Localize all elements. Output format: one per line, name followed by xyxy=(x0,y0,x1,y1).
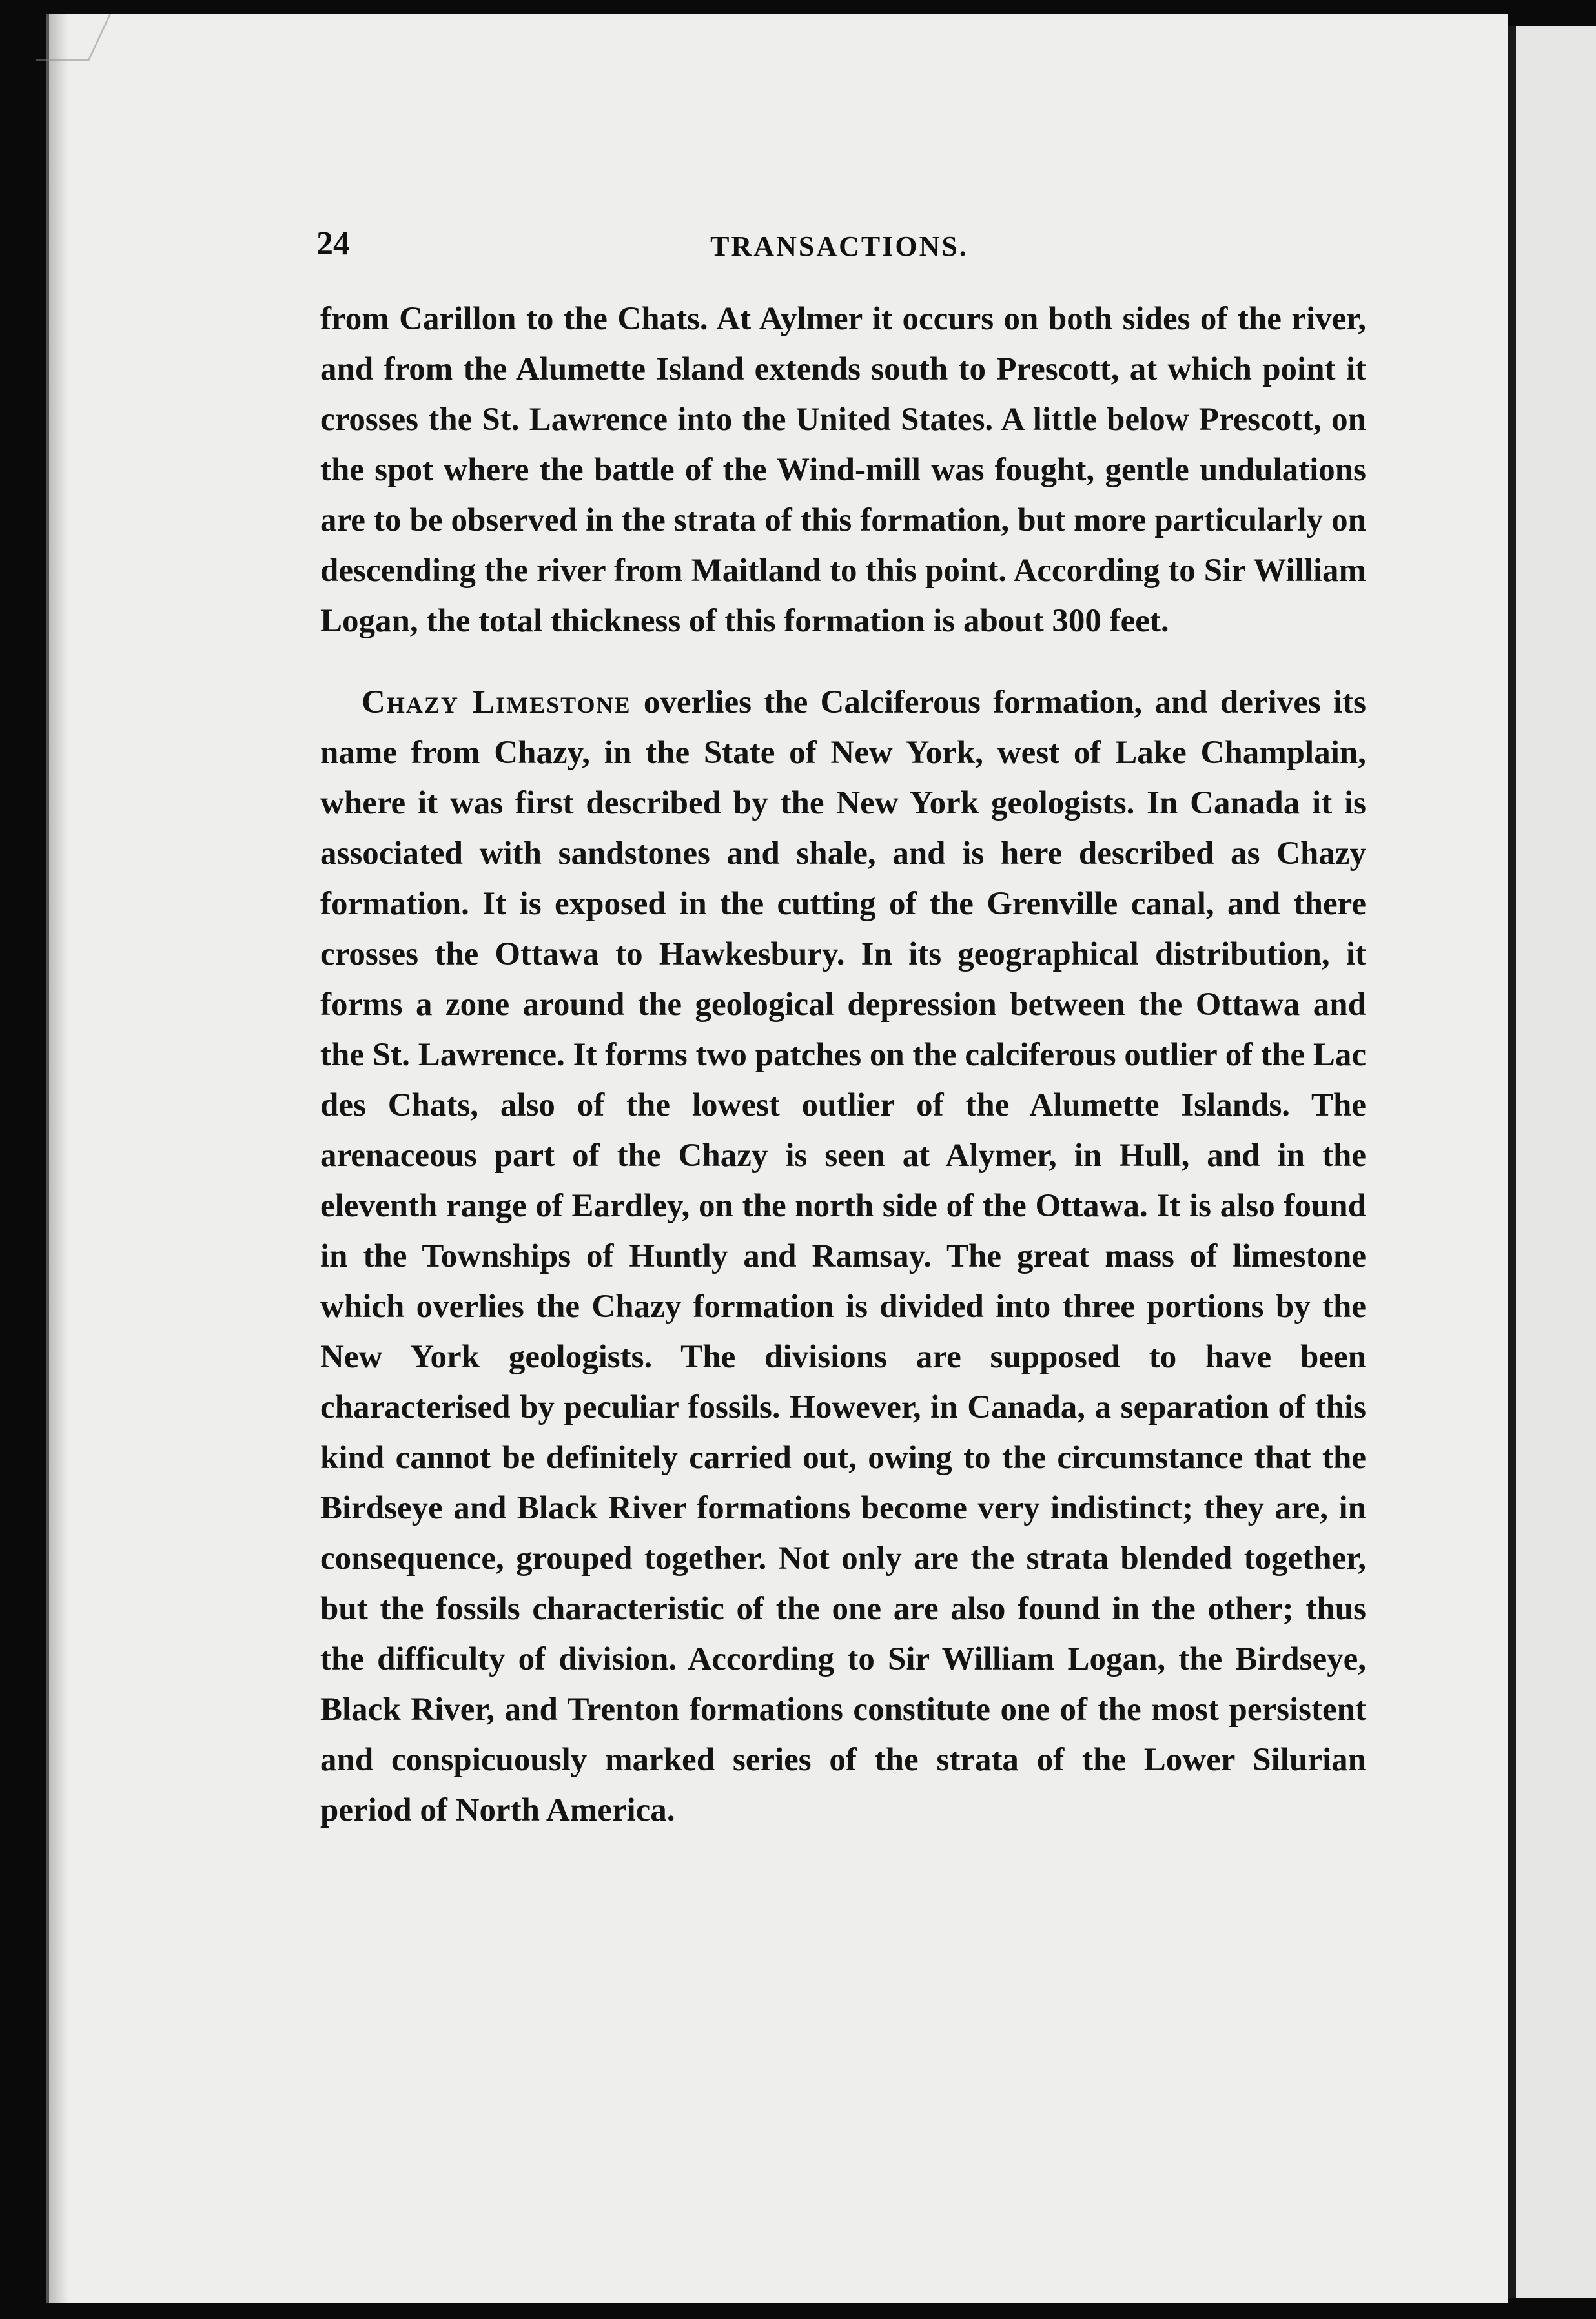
running-head xyxy=(316,225,1362,270)
page-number: 24 xyxy=(316,225,350,262)
paragraph-2-lead: Chazy Limestone xyxy=(362,684,631,720)
paragraph-1: from Carillon to the Chats. At Aylmer it occurs on both sides of the river, and from the Alumette Island extends south to Prescott, at which point it crosses the St. Lawrence into the United States. A little below Prescott, on the spot where the battle of the Wind-mill was fought, gentle undulations are to be observed in the strata of this formation, but more particularly on descending the river from Maitland to this point. According to Sir William Logan, the total thickness of this formation is about 300 feet. xyxy=(320,301,1366,639)
page-title: TRANSACTIONS. xyxy=(710,230,968,262)
paragraph-2-text: overlies the Calciferous formation, and derives its name from Chazy, in the State of New York, west of Lake Champlain, where it was first described by the New York geologists. In Canada it is associated with sandstones and shale, and is here described as Chazy formation. It is exposed in the cutting of the Grenville canal, and there crosses the Ottawa to Hawkesbury. In its geographical distribution, it forms a zone around the geological depression between the Ottawa and the St. Lawrence. It forms two patches on the calciferous outlier of the Lac des Chats, also of the lowest outlier of the Alumette Islands. The arenaceous part of the Chazy is seen at Alymer, in Hull, and in the eleventh range of Eardley, on the north side of the Ottawa. It is also found in the Townships of Huntly and Ramsay. The great mass of limestone which overlies the Chazy formation is divided into three portions by the New York geologists. The divisions are supposed to have been characterised by peculiar fossils. However, in Canada, a separation of this kind cannot be definitely carried out, owing to the circumstance that the Birdseye and Black River formations become very indistinct; they are, in consequence, grouped together. Not only are the strata blended together, but the fossils characteristic of the one are also found in the other; thus the difficulty of division. According to Sir William Logan, the Birdseye, Black River, and Trenton formations constitute one of the most persistent and conspicuously marked series of the strata of the Lower Silurian period of North America. xyxy=(320,684,1366,1828)
adjacent-page-edge xyxy=(1508,26,1596,2298)
binding-shadow xyxy=(49,14,68,2303)
paragraph-2 xyxy=(320,677,1366,1835)
body-text xyxy=(320,294,1366,1835)
